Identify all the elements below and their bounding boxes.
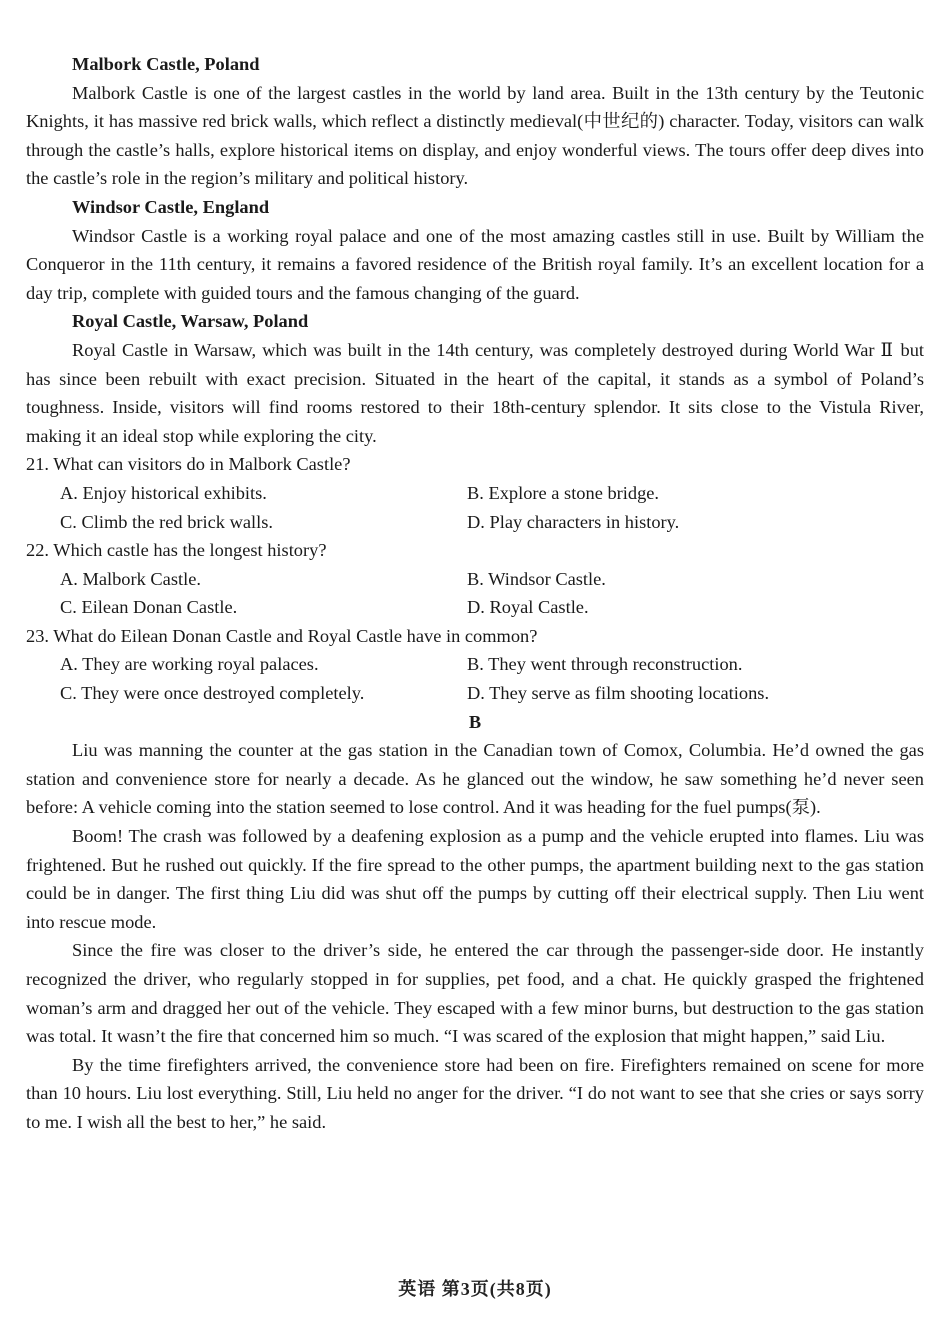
section-heading-windsor: Windsor Castle, England: [72, 196, 270, 217]
option-a: A. They are working royal palaces.: [60, 654, 319, 675]
passage-b-paragraph: By the time firefighters arrived, the convenience store had been on fire. Firefighters remained on scene for more than 10 hours. Liu lost everything. Still, Liu held no anger for the driver. “I do not want to see that she cries or says sorry to me. I wish all the best to her,” he said.: [26, 1054, 924, 1132]
passage-b-label: B: [468, 711, 482, 732]
option-a: A. Malbork Castle.: [60, 568, 201, 589]
question-21-stem: 21. What can visitors do in Malbork Castle?: [26, 454, 351, 475]
passage-b-paragraph: Liu was manning the counter at the gas station in the Canadian town of Comox, Columbia. He’d owned the gas station and convenience store for nearly a decade. As he glanced out the window, he saw something he’d never seen before: A vehicle coming into the station seemed to lose control. And it was heading for the fuel pumps(泵).: [26, 740, 924, 818]
question-23-options: [26, 650, 924, 707]
option-b: B. They went through reconstruction.: [467, 654, 743, 675]
option-d: D. They serve as film shooting locations.: [467, 683, 770, 704]
question-23-stem: 23. What do Eilean Donan Castle and Royal Castle have in common?: [26, 625, 538, 646]
question-22-stem: 22. Which castle has the longest history?: [26, 540, 327, 561]
paragraph-royal: Royal Castle in Warsaw, which was built in the 14th century, was completely destroyed during World War Ⅱ but has since been rebuilt with exact precision. Situated in the heart of the capital, it stands as a symbol of Poland’s toughness. Inside, visitors will find rooms restored to their 18th-century splendor. It sits close to the Vistula River, making it an ideal stop while exploring the city.: [26, 339, 924, 446]
section-heading-royal: Royal Castle, Warsaw, Poland: [72, 311, 309, 332]
page-footer: 英语 第3页(共8页): [398, 1279, 552, 1299]
option-b: B. Explore a stone bridge.: [467, 482, 660, 503]
section-heading-malbork: Malbork Castle, Poland: [72, 54, 260, 74]
passage-b-paragraph: Since the fire was closer to the driver’s side, he entered the car through the passenger-side door. He instantly recognized the driver, who regularly stopped in for supplies, pet food, and a chat. He quickly grasped the frightened woman’s arm and dragged her out of the vehicle. They escaped with a few minor burns, but destruction to the gas station was total. It wasn’t the fire that concerned him so much. “I was scared of the explosion that might happen,” said Liu.: [26, 940, 924, 1047]
option-c: C. They were once destroyed completely.: [60, 683, 365, 704]
option-c: C. Eilean Donan Castle.: [60, 597, 238, 618]
option-d: D. Royal Castle.: [467, 597, 589, 618]
option-b: B. Windsor Castle.: [467, 568, 606, 589]
exam-page: [26, 50, 924, 1137]
paragraph-malbork: Malbork Castle is one of the largest castles in the world by land area. Built in the 13th century by the Teutonic Knights, it has massive red brick walls, which reflect a distinctly medieval(中世纪的) character. Today, visitors can walk through the castle’s halls, explore historical items on display, and enjoy wonderful views. The tours offer deep dives into the castle’s role in the region’s military and political history.: [26, 82, 924, 189]
paragraph-windsor: Windsor Castle is a working royal palace and one of the most amazing castles still in use. Built by William the Conqueror in the 11th century, it remains a favored residence of the British royal family. It’s an excellent location for a day trip, complete with guided tours and the famous changing of the guard.: [26, 225, 924, 303]
option-d: D. Play characters in history.: [467, 511, 680, 532]
question-22-options: [26, 565, 924, 622]
passage-b-paragraph: Boom! The crash was followed by a deafening explosion as a pump and the vehicle erupted into flames. Liu was frightened. But he rushed out quickly. If the fire spread to the other pumps, the apartment building next to the gas station could be in danger. The first thing Liu did was shut off the pumps by cutting off their electrical supply. Then Liu went into rescue mode.: [26, 826, 924, 932]
option-a: A. Enjoy historical exhibits.: [60, 482, 267, 503]
question-21-options: [26, 479, 924, 536]
option-c: C. Climb the red brick walls.: [60, 511, 273, 532]
